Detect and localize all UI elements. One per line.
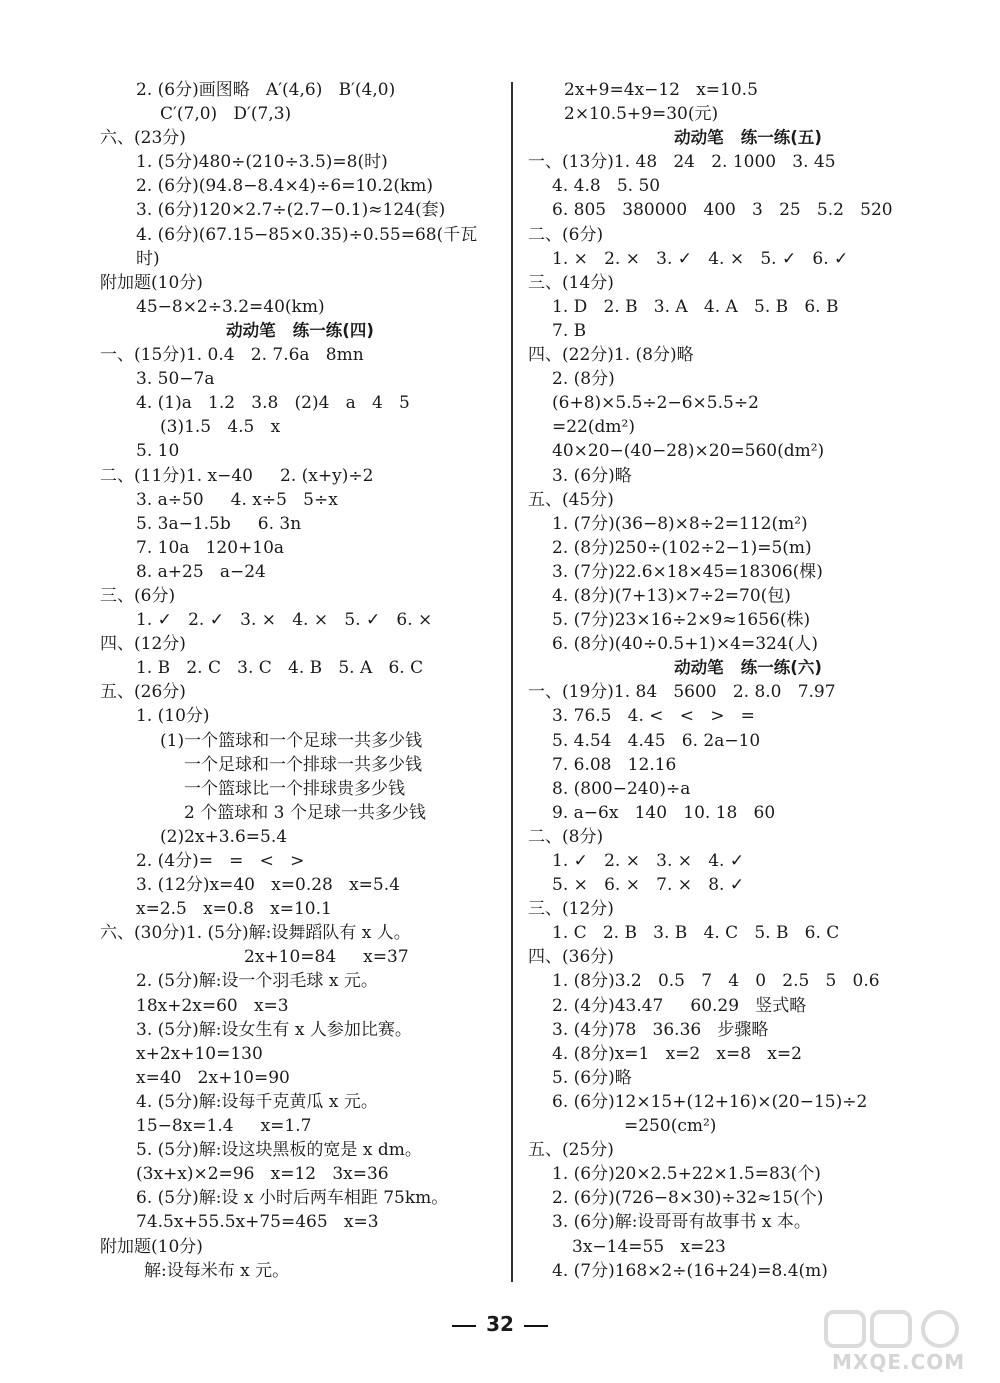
dash-right: [524, 1325, 548, 1327]
answer-line: 二、(8分): [528, 826, 604, 847]
answer-line: 3. 50−7a: [136, 369, 215, 390]
answer-line: x+2x+10=130: [136, 1043, 263, 1064]
answer-line: 1. (6分)20×2.5+22×1.5=83(个): [552, 1164, 821, 1185]
answer-line: 6. (6分)12×15+(12+16)×(20−15)÷2: [552, 1091, 868, 1112]
answer-line: 4. (1)a 1.2 3.8 (2)4 a 4 5: [136, 393, 410, 414]
answer-line: 1. B 2. C 3. C 4. B 5. A 6. C: [136, 658, 424, 679]
answer-line: 7. B: [552, 320, 587, 341]
answer-line: 8. a+25 a−24: [136, 561, 266, 582]
answer-line: 2. (6分)(94.8−8.4×4)÷6=10.2(km): [136, 176, 434, 197]
answer-line: 3x−14=55 x=23: [572, 1236, 726, 1257]
answer-line: 2. (5分)解:设一个羽毛球 x 元。: [136, 971, 378, 992]
answer-line: (3x+x)×2=96 x=12 3x=36: [136, 1164, 389, 1185]
answer-line: 3. (6分)略: [552, 465, 632, 486]
answer-line: 3. (7分)22.6×18×45=18306(棵): [552, 561, 823, 582]
answer-line: 附加题(10分): [100, 272, 203, 293]
answer-line: 一、(15分)1. 0.4 2. 7.6a 8mn: [100, 345, 364, 366]
answer-line: 3. (5分)解:设女生有 x 人参加比赛。: [136, 1019, 412, 1040]
answer-line: 5. (7分)23×16÷2×9≈1656(株): [552, 610, 811, 631]
answer-line: =22(dm²): [552, 417, 635, 438]
answer-line: 四、(12分): [100, 634, 186, 655]
answer-line: C′(7,0) D′(7,3): [160, 104, 292, 125]
answer-line: 二、(6分): [528, 224, 604, 245]
answer-line: 解:设每米布 x 元。: [144, 1260, 290, 1281]
answer-line: 2. (8分): [552, 369, 615, 390]
answer-line: 五、(25分): [528, 1140, 614, 1161]
answer-line: 六、(30分)1. (5分)解:设舞蹈队有 x 人。: [100, 923, 411, 944]
answer-line: 四、(22分)1. (8分)略: [528, 345, 694, 366]
answer-line: 40×20−(40−28)×20=560(dm²): [552, 441, 825, 462]
left-column: [100, 78, 500, 1283]
answer-line: 1. ✓ 2. ✓ 3. × 4. × 5. ✓ 6. ×: [136, 610, 433, 631]
answer-line: 5. (5分)解:设这块黑板的宽是 x dm。: [136, 1140, 422, 1161]
watermark-logo: [822, 1308, 972, 1378]
answer-line: 五、(45分): [528, 489, 614, 510]
answer-line: 2. (8分)250÷(102÷2−1)=5(m): [552, 537, 812, 558]
answer-line: 2. (6分)(726−8×30)÷32≈15(个): [552, 1188, 824, 1209]
answer-line: x=40 2x+10=90: [136, 1067, 290, 1088]
answer-line: 5. 4.54 4.45 6. 2a−10: [552, 730, 761, 751]
answer-line: 2. (4分)43.47 60.29 竖式略: [552, 995, 807, 1016]
answer-line: 3. 76.5 4. < < > =: [552, 706, 755, 727]
section-heading: 动动笔 练一练(五): [674, 128, 822, 148]
answer-line: 45−8×2÷3.2=40(km): [136, 296, 325, 317]
answer-line: 2. (4分)= = < >: [136, 851, 305, 871]
answer-line: 1. ✓ 2. × 3. × 4. ✓: [552, 851, 745, 871]
answer-line: 5. 10: [136, 441, 180, 462]
answer-line: 3. (6分)解:设哥哥有故事书 x 本。: [552, 1212, 811, 1233]
answer-line: 3. (4分)78 36.36 步骤略: [552, 1019, 769, 1040]
answer-line: 二、(11分)1. x−40 2. (x+y)÷2: [100, 465, 374, 486]
column-divider: [511, 82, 513, 1282]
answer-line: 7. 6.08 12.16: [552, 754, 677, 775]
answer-line: 一个足球和一个排球一共多少钱: [184, 754, 422, 775]
answer-line: 3. (12分)x=40 x=0.28 x=5.4: [136, 875, 400, 896]
answer-line: 2. (6分)画图略 A′(4,6) B′(4,0): [136, 80, 396, 100]
answer-line: 6. (5分)解:设 x 小时后两车相距 75km。: [136, 1188, 449, 1209]
answer-line: 六、(23分): [100, 128, 186, 149]
answer-line: 4. (8分)x=1 x=2 x=8 x=2: [552, 1043, 802, 1064]
answer-line: 1. (7分)(36−8)×8÷2=112(m²): [552, 513, 808, 534]
answer-line: 一个篮球比一个排球贵多少钱: [184, 778, 405, 799]
answer-line: 3. a÷50 4. x÷5 5÷x: [136, 489, 338, 510]
answer-line: 18x+2x=60 x=3: [136, 995, 289, 1016]
answer-line: 三、(14分): [528, 272, 614, 293]
answer-line: 3. (6分)120×2.7÷(2.7−0.1)≈124(套): [136, 200, 446, 221]
answer-line: (6+8)×5.5÷2−6×5.5÷2: [552, 393, 759, 414]
answer-line: 1. × 2. × 3. ✓ 4. × 5. ✓ 6. ✓: [552, 248, 849, 269]
answer-line: 4. 4.8 5. 50: [552, 176, 661, 197]
answer-line: 5. 3a−1.5b 6. 3n: [136, 513, 302, 534]
answer-line: =250(cm²): [624, 1116, 717, 1137]
section-heading: 动动笔 练一练(六): [674, 658, 822, 678]
answer-line: 1. C 2. B 3. B 4. C 5. B 6. C: [552, 923, 840, 944]
answer-line: 五、(26分): [100, 682, 186, 703]
right-column: [528, 78, 968, 1283]
answer-line: 2 个篮球和 3 个足球一共多少钱: [184, 802, 426, 823]
answer-line: 4. (5分)解:设每千克黄瓜 x 元。: [136, 1091, 378, 1112]
answer-line: (1)一个篮球和一个足球一共多少钱: [160, 730, 423, 751]
answer-line: (3)1.5 4.5 x: [160, 417, 281, 438]
answer-line: 2x+9=4x−12 x=10.5: [564, 80, 758, 100]
answer-line: 1. (8分)3.2 0.5 7 4 0 2.5 5 0.6: [552, 971, 880, 992]
answer-line: 74.5x+55.5x+75=465 x=3: [136, 1212, 379, 1233]
answer-line: 4. (6分)(67.15−85×0.35)÷0.55=68(千瓦: [136, 224, 478, 245]
page-number: 32: [486, 1312, 514, 1336]
section-heading: 动动笔 练一练(四): [226, 320, 374, 340]
answer-line: 4. (8分)(7+13)×7÷2=70(包): [552, 585, 791, 606]
answer-line: 一、(13分)1. 48 24 2. 1000 3. 45: [528, 152, 836, 173]
answer-line: 附加题(10分): [100, 1236, 203, 1257]
watermark-text: MXQE.COM: [832, 1350, 966, 1374]
answer-line: 三、(12分): [528, 899, 614, 920]
answer-line: 1. (5分)480÷(210÷3.5)=8(时): [136, 152, 388, 173]
answer-line: 1. D 2. B 3. A 4. A 5. B 6. B: [552, 296, 839, 317]
answer-line: 时): [136, 248, 160, 269]
answer-line: 5. × 6. × 7. × 8. ✓: [552, 875, 745, 896]
answer-line: 1. (10分): [136, 706, 210, 727]
answer-line: 四、(36分): [528, 947, 614, 968]
answer-line: 8. (800−240)÷a: [552, 778, 691, 799]
answer-line: 6. 805 380000 400 3 25 5.2 520: [552, 200, 893, 221]
answer-line: (2)2x+3.6=5.4: [160, 826, 288, 847]
answer-line: 15−8x=1.4 x=1.7: [136, 1116, 312, 1137]
dash-left: [452, 1325, 476, 1327]
answer-line: 三、(6分): [100, 585, 176, 606]
answer-line: 一、(19分)1. 84 5600 2. 8.0 7.97: [528, 682, 836, 703]
answer-line: 6. (8分)(40÷0.5+1)×4=324(人): [552, 634, 818, 655]
answer-line: 9. a−6x 140 10. 18 60: [552, 802, 776, 823]
answer-line: x=2.5 x=0.8 x=10.1: [136, 899, 332, 920]
answer-line: 4. (7分)168×2÷(16+24)=8.4(m): [552, 1260, 828, 1281]
answer-line: 5. (6分)略: [552, 1067, 632, 1088]
answer-line: 2x+10=84 x=37: [244, 947, 409, 968]
answer-line: 7. 10a 120+10a: [136, 537, 285, 558]
answer-line: 2×10.5+9=30(元): [564, 104, 719, 125]
